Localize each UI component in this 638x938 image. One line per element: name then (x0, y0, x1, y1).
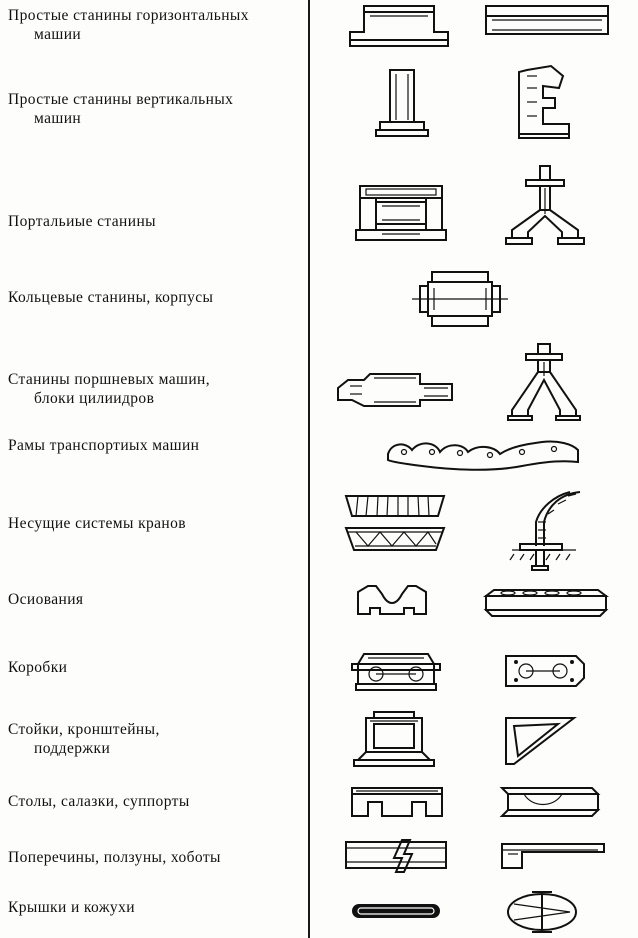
figure-cylinder-block-a-frame (504, 342, 584, 422)
figure-crossbeam-ram (342, 836, 450, 876)
figure-portal-frame-a-shape (502, 164, 588, 246)
row-label (8, 658, 302, 677)
figure-portal-frame-box (352, 182, 450, 244)
table-row (0, 832, 638, 888)
figure-transport-machine-frame (382, 434, 582, 478)
row-label-line1: Осиования (8, 591, 84, 608)
figure-table-slideway (348, 782, 446, 822)
row-label (8, 848, 302, 867)
table-row (0, 260, 638, 338)
table-row (0, 144, 638, 260)
row-figures (312, 144, 638, 260)
figure-column-frame-vertical (372, 66, 432, 138)
row-figures (312, 260, 638, 338)
row-label-line1: Крышки и кожухи (8, 899, 135, 916)
row-label-line2: поддержки (34, 740, 111, 758)
figure-bearing-box (502, 650, 588, 690)
figure-bracket-triangle (502, 714, 582, 768)
figure-base-plate-ribbed (482, 588, 610, 620)
figure-support-slide (498, 784, 602, 818)
row-label-line2: машин (34, 110, 82, 128)
figure-beam-frame (482, 4, 612, 44)
row-label (8, 212, 302, 231)
figure-base-curved (348, 580, 436, 624)
table-row (0, 0, 638, 62)
figure-slider-arm (498, 840, 608, 872)
table-row (0, 706, 638, 778)
row-label (8, 590, 302, 609)
row-label-line1: Столы, салазки, суппорты (8, 793, 190, 810)
row-label (8, 90, 302, 129)
row-label-line1: Несущие системы кранов (8, 515, 186, 532)
table-row (0, 640, 638, 706)
figure-gearbox-housing (348, 646, 444, 692)
table-row (0, 888, 638, 938)
figure-crane-girder-cells (342, 492, 448, 520)
row-label (8, 720, 302, 759)
row-figures (312, 488, 638, 574)
row-label-line1: Кольцевые станины, корпусы (8, 289, 214, 306)
row-label-line1: Портальиые станины (8, 213, 156, 230)
row-figures (312, 428, 638, 488)
row-label (8, 288, 302, 307)
figure-box-frame-horizontal (344, 2, 454, 48)
table-row (0, 574, 638, 640)
table-row (0, 778, 638, 832)
row-label (8, 514, 302, 533)
row-figures (312, 338, 638, 428)
row-label-line1: Поперечины, ползуны, хоботы (8, 849, 221, 866)
row-figures (312, 706, 638, 778)
row-figures (312, 888, 638, 938)
figure-ring-housing (412, 268, 512, 330)
table-row (0, 338, 638, 428)
figure-cover-long (348, 898, 444, 924)
row-figures (312, 0, 638, 62)
figure-crane-girder-truss (342, 524, 448, 554)
row-label-line2: машии (34, 26, 82, 44)
row-label (8, 436, 302, 455)
figure-piston-machine-frame (334, 370, 460, 412)
row-label-line1: Рамы транспортиых машин (8, 437, 200, 454)
row-figures (312, 832, 638, 888)
figure-crane-column-base (492, 488, 588, 572)
figure-c-frame-press (507, 64, 581, 140)
figure-casing-round (502, 890, 582, 934)
row-label-line1: Простые станины горизонтальных (8, 7, 249, 24)
row-label-line1: Коробки (8, 659, 68, 676)
row-figures (312, 778, 638, 832)
table-row (0, 428, 638, 488)
row-label-line2: блоки цилиидров (34, 390, 155, 408)
row-label (8, 6, 302, 45)
row-figures (312, 62, 638, 144)
row-figures (312, 640, 638, 706)
figure-stand-frame (348, 708, 440, 770)
row-label (8, 792, 302, 811)
row-label-line1: Станины поршневых машин, (8, 371, 210, 388)
row-label-line1: Стойки, кронштейны, (8, 721, 160, 738)
row-label-line1: Простые станины вертикальных (8, 91, 234, 108)
table-row (0, 488, 638, 574)
row-label (8, 370, 302, 409)
row-figures (312, 574, 638, 640)
row-label (8, 898, 302, 917)
table-row (0, 62, 638, 144)
